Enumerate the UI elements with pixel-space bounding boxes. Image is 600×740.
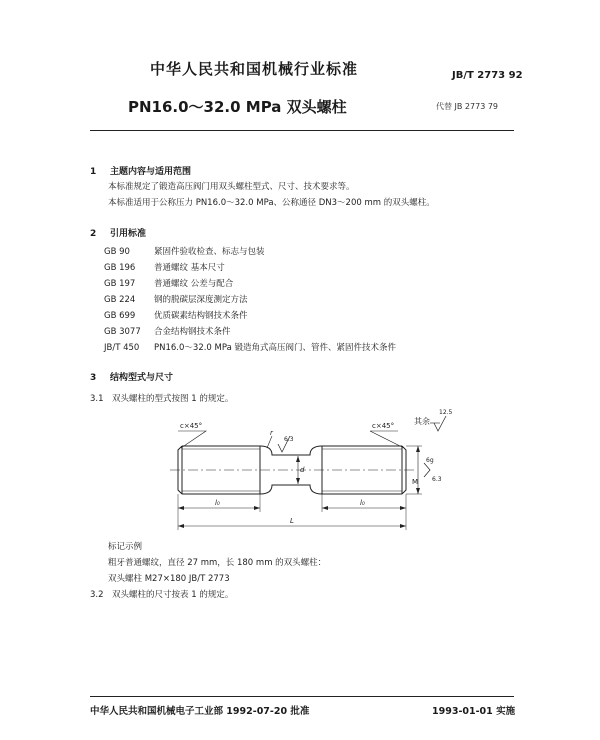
arrowhead: [296, 456, 300, 462]
marking-line: 粗牙普通螺纹，直径 27 mm，长 180 mm 的双头螺柱：: [108, 558, 327, 568]
marking-heading: 标记示例: [108, 542, 143, 552]
diameter-label: d: [300, 466, 305, 474]
arrowhead: [400, 506, 406, 510]
approval-note: 中华人民共和国机械电子工业部 1992-07-20 批准: [90, 706, 310, 717]
clause-3-1: 3.1 双头螺柱的型式按图 1 的规定。: [90, 394, 234, 404]
arrowhead: [178, 506, 184, 510]
effective-date-note: 1993-01-01 实施: [432, 706, 516, 717]
section-1-paragraph: 本标准规定了锻造高压阀门用双头螺柱型式、尺寸、技术要求等。: [108, 182, 355, 192]
shank-top-outline: [260, 446, 322, 455]
section-1-heading: 1 主题内容与适用范围: [90, 167, 192, 177]
shank-bottom-outline: [260, 485, 322, 494]
reference-item: GB 3077 合金结构钢技术条件: [104, 327, 231, 337]
replaces-note: 代替 JB 2773 79: [436, 102, 499, 111]
arrowhead: [254, 506, 260, 510]
right-chamfer-label: c×45°: [372, 422, 395, 430]
thread-label: M: [412, 478, 419, 486]
reference-item: GB 197 普通螺纹 公差与配合: [104, 279, 234, 289]
flank-roughness-symbol: [424, 463, 430, 477]
reference-item: GB 699 优质碳素结构钢技术条件: [104, 311, 248, 321]
clause-3-2: 3.2 双头螺柱的尺寸按表 1 的规定。: [90, 590, 234, 600]
fillet-leader: [267, 436, 272, 448]
arrowhead: [416, 488, 420, 494]
left-thread-length-label: l₀: [215, 499, 220, 507]
dimension-arrowheads: [178, 446, 420, 528]
flank-roughness-value: 6.3: [432, 476, 442, 483]
rest-roughness-value: 12.5: [439, 409, 453, 416]
rest-label: 其余: [414, 417, 430, 426]
arrowhead: [416, 446, 420, 452]
left-chamfer-leader: [178, 431, 206, 448]
arrowhead: [296, 478, 300, 484]
total-length-label: L: [290, 517, 294, 525]
right-chamfer-leader: [370, 431, 404, 448]
fillet-label: r: [270, 429, 273, 437]
thread-tolerance-label: 6g: [426, 457, 434, 464]
arrowhead: [322, 506, 328, 510]
rest-roughness-symbol: [434, 416, 446, 431]
arrowhead: [400, 524, 406, 528]
reference-list: [104, 244, 396, 356]
right-thread-length-label: l₀: [360, 499, 365, 507]
reference-item: GB 224 钢的脱碳层深度测定方法: [104, 295, 248, 305]
reference-item: GB 196 普通螺纹 基本尺寸: [104, 263, 225, 273]
document-title: PN16.0～32.0 MPa 双头螺柱: [128, 98, 347, 116]
stud-bolt-figure: [160, 408, 460, 538]
reference-item: GB 90 紧固件验收检查、标志与包装: [104, 247, 265, 257]
standard-code: JB/T 2773 92: [452, 70, 523, 81]
footer-divider: [90, 696, 514, 697]
reference-item: JB/T 450 PN16.0～32.0 MPa 锻造角式高压阀门、管件、紧固件技术条件: [104, 343, 397, 353]
arrowhead: [178, 524, 184, 528]
section-3-heading: 3 结构型式与尺寸: [90, 373, 174, 383]
standard-category-title: 中华人民共和国机械行业标准: [150, 60, 359, 78]
section-1-paragraph: 本标准适用于公称压力 PN16.0～32.0 MPa、公称通径 DN3～200 mm 的双头螺柱。: [108, 198, 435, 208]
shank-roughness-value: 6.3: [284, 436, 294, 443]
header-divider: [90, 130, 514, 131]
left-chamfer-label: c×45°: [180, 422, 203, 430]
marking-line: 双头螺柱 M27×180 JB/T 2773: [108, 574, 230, 584]
section-2-heading: 2 引用标准: [90, 229, 147, 239]
